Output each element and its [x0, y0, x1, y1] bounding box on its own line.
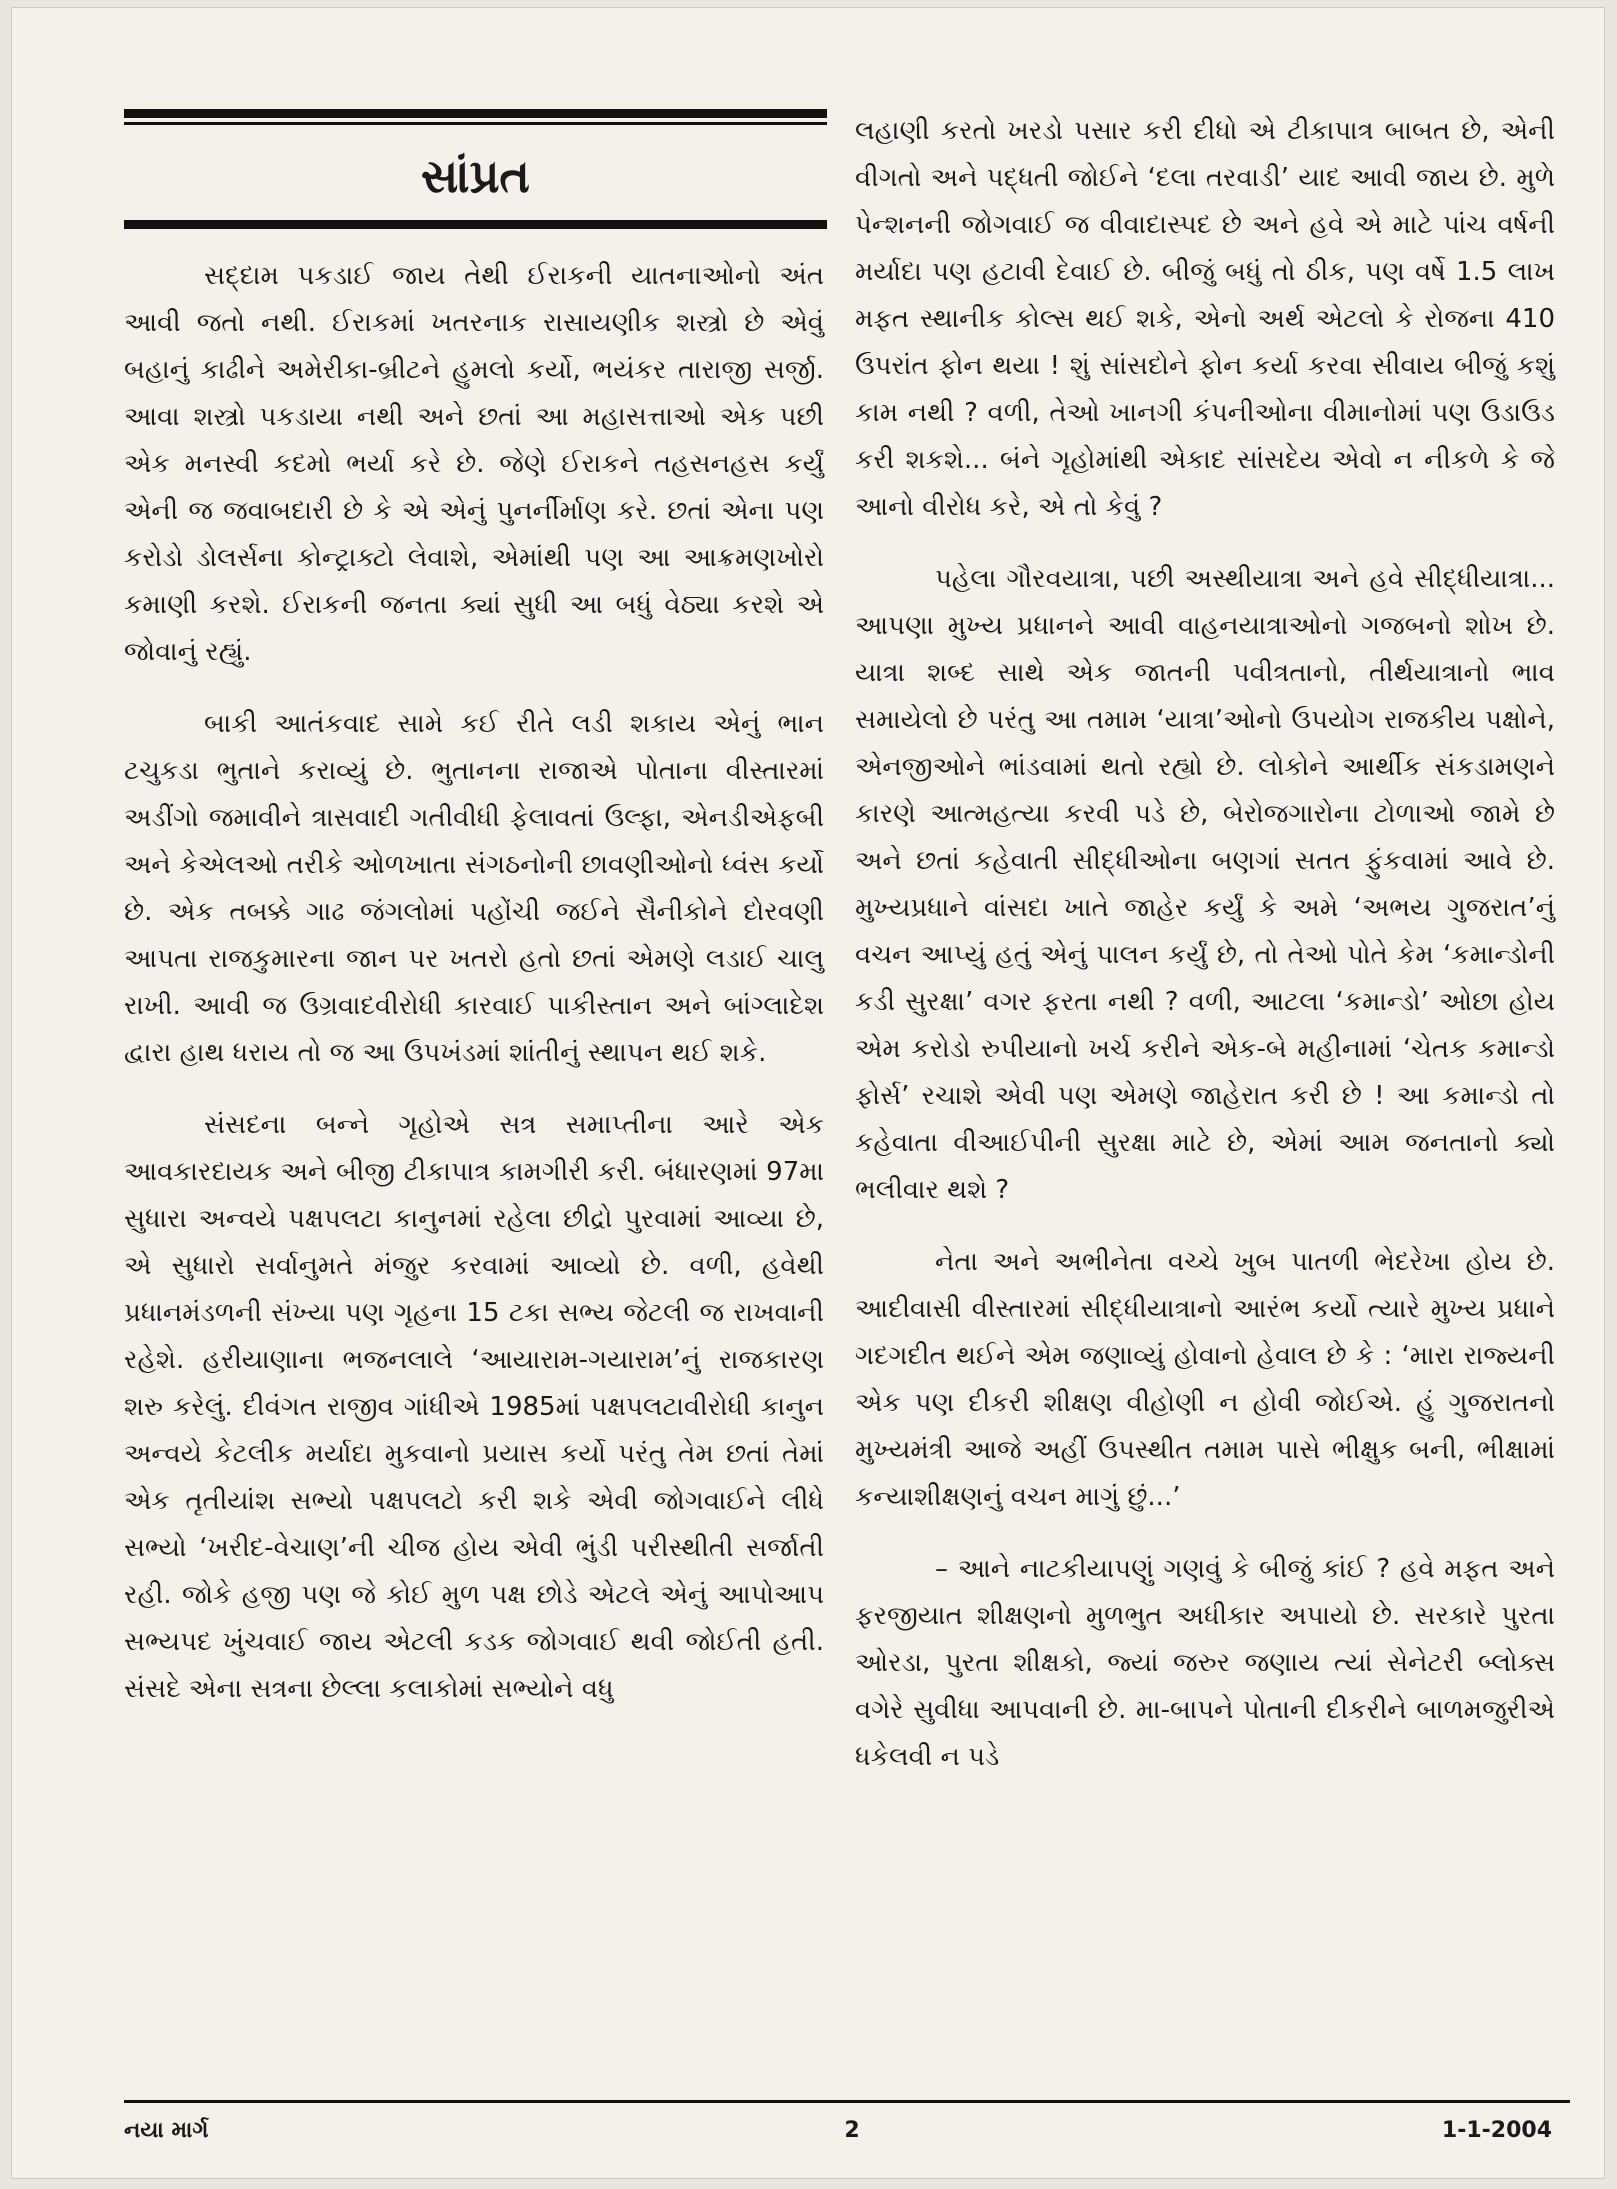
- magazine-name: નયા માર્ગ: [124, 2118, 209, 2143]
- magazine-page: [12, 8, 1604, 2178]
- paragraph: બાકી આતંકવાદ સામે કઈ રીતે લડી શકાય એનું ભાન ટચુકડા ભુતાને કરાવ્યું છે. ભુતાનના રાજાએ પોતાના વીસ્તારમાં અડીંગો જમાવીને ત્રાસવાદી ગતીવીધી ફેલાવતાં ઉલ્ફા, એનડીએફબી અને કેએલઓ તરીકે ઓળખાતા સંગઠનોની છાવણીઓનો ધ્વંસ કર્યો છે. એક તબક્કે ગાઢ જંગલોમાં પહોંચી જઈને સૈનીકોને દોરવણી આપતા રાજકુમારના જાન પર ખતરો હતો છતાં એમણે લડાઈ ચાલુ રાખી. આવી જ ઉગ્રવાદવીરોધી કારવાઈ પાકીસ્તાન અને બાંગ્લાદેશ દ્વારા હાથ ધરાય તો જ આ ઉપખંડમાં શાંતીનું સ્થાપન થઈ શકે.: [124, 709, 824, 1068]
- heading-bottom-rule: [124, 220, 827, 229]
- paragraph: પહેલા ગૌરવયાત્રા, પછી અસ્થીયાત્રા અને હવે સીદ્ધીયાત્રા... આપણા મુખ્ય પ્રધાનને આવી વાહનયાત્રાઓનો ગજબનો શોખ છે. યાત્રા શબ્દ સાથે એક જાતની પવીત્રતાનો, તીર્થયાત્રાનો ભાવ સમાયેલો છે પરંતુ આ તમામ ‘યાત્રા’ઓનો ઉપયોગ રાજકીય પક્ષોને, એનજીઓને ભાંડવામાં થતો રહ્યો છે. લોકોને આર્થીક સંકડામણને કારણે આત્મહત્યા કરવી પડે છે, બેરોજગારોના ટોળાઓ જામે છે અને છતાં કહેવાતી સીદ્ધીઓના બણગાં સતત ફુંકવામાં આવે છે. મુખ્યપ્રધાને વાંસદા ખાતે જાહેર કર્યું કે અમે ‘અભય ગુજરાત’નું વચન આપ્યું હતું એનું પાલન કર્યું છે, તો તેઓ પોતે કેમ ‘કમાન્ડોની કડી સુરક્ષા’ વગર ફરતા નથી ? વળી, આટલા ‘કમાન્ડો’ ઓછા હોય એમ કરોડો રુપીયાનો ખર્ચ કરીને એક-બે મહીનામાં ‘ચેતક કમાન્ડો ફોર્સ’ રચાશે એવી પણ એમણે જાહેરાત કરી છે ! આ કમાન્ડો તો કહેવાતા વીઆઈપીની સુરક્ષા માટે છે, એમાં આમ જનતાનો ક્યો ભલીવાર થશે ?: [855, 564, 1555, 1205]
- section-title: સાંપ્રત: [421, 149, 530, 203]
- paragraph: સદ્દામ પકડાઈ જાય તેથી ઈરાકની યાતનાઓનો અંત આવી જતો નથી. ઈરાકમાં ખતરનાક રાસાયણીક શસ્ત્રો છે એવું બહાનું કાઢીને અમેરીકા-બ્રીટને હુમલો કર્યો, ભયંકર તારાજી સર્જી. આવા શસ્ત્રો પકડાયા નથી અને છતાં આ મહાસત્તાઓ એક પછી એક મનસ્વી કદમો ભર્યા કરે છે. જેણે ઈરાકને તહસનહસ કર્યું એની જ જવાબદારી છે કે એ એનું પુનર્નીર્માણ કરે. છતાં એના પણ કરોડો ડોલર્સના કોન્ટ્રાક્ટો લેવાશે, એમાંથી પણ આ આક્રમણખોરો કમાણી કરશે. ઈરાકની જનતા ક્યાં સુધી આ બધું વેઠ્યા કરશે એ જોવાનું રહ્યું.: [124, 261, 824, 667]
- paragraph: – આને નાટકીયાપણું ગણવું કે બીજું કાંઈ ? હવે મફત અને ફરજીયાત શીક્ષણનો મુળભુત અધીકાર અપાયો છે. સરકારે પુરતા ઓરડા, પુરતા શીક્ષકો, જ્યાં જરુર જણાય ત્યાં સેનેટરી બ્લોક્સ વગેરે સુવીધા આપવાની છે. મા-બાપને પોતાની દીકરીને બાળમજુરીએ ધકેલવી ન પડે: [855, 1554, 1555, 1772]
- paragraph: લહાણી કરતો ખરડો પસાર કરી દીધો એ ટીકાપાત્ર બાબત છે, એની વીગતો અને પદ્ધતી જોઈને ‘દલા તરવાડી’ યાદ આવી જાય છે. મુળે પેન્શનની જોગવાઈ જ વીવાદાસ્પદ છે અને હવે એ માટે પાંચ વર્ષની મર્યાદા પણ હટાવી દેવાઈ છે. બીજું બધું તો ઠીક, પણ વર્ષે 1.5 લાખ મફત સ્થાનીક કોલ્સ થઈ શકે, એનો અર્થ એટલો કે રોજના 410 ઉપરાંત ફોન થયા ! શું સાંસદોને ફોન કર્યા કરવા સીવાય બીજું કશું કામ નથી ? વળી, તેઓ ખાનગી કંપનીઓના વીમાનોમાં પણ ઉડાઉડ કરી શકશે... બંને ગૃહોમાંથી એકાદ સાંસદેય એવો ન નીકળે કે જે આનો વીરોધ કરે, એ તો કેવું ?: [855, 116, 1555, 522]
- issue-date: 1-1-2004: [1441, 2118, 1552, 2143]
- heading-top-rule: [124, 109, 827, 118]
- footer-rule: [124, 2100, 1570, 2103]
- left-column: [124, 253, 824, 1738]
- paragraph: નેતા અને અભીનેતા વચ્ચે ખુબ પાતળી ભેદરેખા હોય છે. આદીવાસી વીસ્તારમાં સીદ્ધીયાત્રાનો આરંભ કર્યો ત્યારે મુખ્ય પ્રધાને ગદગદીત થઈને એમ જણાવ્યું હોવાનો હેવાલ છે કે : ‘મારા રાજ્યની એક પણ દીકરી શીક્ષણ વીહોણી ન હોવી જોઈએ. હું ગુજરાતનો મુખ્યમંત્રી આજે અહીં ઉપસ્થીત તમામ પાસે ભીક્ષુક બની, ભીક્ષામાં કન્યાશીક્ષણનું વચન માગું છું...’: [855, 1247, 1555, 1512]
- paragraph: સંસદના બન્ને ગૃહોએ સત્ર સમાપ્તીના આરે એક આવકારદાયક અને બીજી ટીકાપાત્ર કામગીરી કરી. બંધારણમાં 97મા સુધારા અન્વયે પક્ષપલટા કાનુનમાં રહેલા છીદ્રો પુરવામાં આવ્યા છે, એ સુધારો સર્વાનુમતે મંજુર કરવામાં આવ્યો છે. વળી, હવેથી પ્રધાનમંડળની સંખ્યા પણ ગૃહના 15 ટકા સભ્ય જેટલી જ રાખવાની રહેશે. હરીયાણાના ભજનલાલે ‘આયારામ-ગયારામ’નું રાજકારણ શરુ કરેલું. દીવંગત રાજીવ ગાંધીએ 1985માં પક્ષપલટાવીરોધી કાનુન અન્વયે કેટલીક મર્યાદા મુકવાનો પ્રયાસ કર્યો પરંતુ તેમ છતાં તેમાં એક તૃતીયાંશ સભ્યો પક્ષપલટો કરી શકે એવી જોગવાઈને લીધે સભ્યો ‘ખરીદ-વેચાણ’ની ચીજ હોય એવી ભુંડી પરીસ્થીતી સર્જાતી રહી. જોકે હજી પણ જે કોઈ મુળ પક્ષ છોડે એટલે એનું આપોઆપ સભ્યપદ ખુંચવાઈ જાય એટલી કડક જોગવાઈ થવી જોઈતી હતી. સંસદે એના સત્રના છેલ્લા કલાકોમાં સભ્યોને વધુ: [124, 1110, 824, 1704]
- heading-top-rule-thin: [124, 122, 827, 125]
- page-number: 2: [844, 2118, 860, 2143]
- right-column: [855, 108, 1555, 1806]
